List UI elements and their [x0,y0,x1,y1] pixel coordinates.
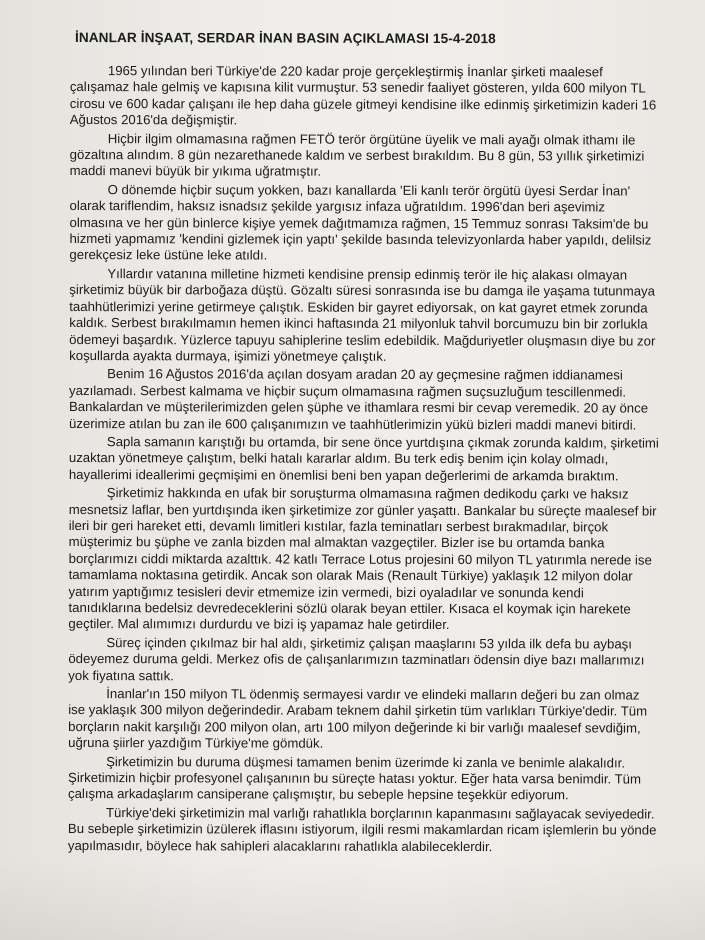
paragraph-1: 1965 yılından beri Türkiye'de 220 kadar proje gerçekleştirmiş İnanlar şirketi maalesef çalışamaz hale gelmiş ve kapısına kilit vurmuştur. 53 senedir faaliyet gösteren, yılda 600 milyon TL cirosu ve 600 kadar çalışanı ile hep daha güzele gitmeyi kendisine ilke edinmiş şirketimizin kaderi 16 Ağustos 2016'da değişmiştir. [69,63,657,128]
paragraph-6: Sapla samanın karıştığı bu ortamda, bir sene önce yurtdışına çıkmak zorunda kaldım, şirketimi uzaktan yönetmeye çalıştım, belki hatalı kararlar aldım. Bu terk ediş benim için kolay olmadı, hayallerimi ideallerimi geçmişimi en önemlisi beni ben yapan değerlerimi de arkamda bıraktım. [68,434,659,484]
paragraph-9: İnanlar'ın 150 milyon TL ödenmiş sermayesi vardır ve elindeki malların değeri bu zan olmaz ise yaklaşık 300 milyon değerindedir. Arabam teknem dahil şirketin tüm varlıkları Türkiye'dedir. Tüm borçların nakit karşılığı 200 milyon olan, artı 100 milyon değerinde ki bir varlığı maalesef sevdiğim, uğruna şiirler yazdığım Türkiye'me gömdük. [68,686,648,751]
paragraph-5: Benim 16 Ağustos 2016'da açılan dosyam aradan 20 ay geçmesine rağmen iddianamesi yazılamadı. Serbest kalmama ve hiçbir suçum olmamasına rağmen suçsuzluğum tescillenmedi. Bankalardan ve müşterilerimizden gelen şüphe ve ithamlara resmi bir cevap veremedik. 20 ay önce üzerimize atılan bu zan ile 600 çalışanımızın ve taahhütlerimizin yükü bizleri maddi manevi bitirdi. [68,366,649,433]
paragraph-11: Türkiye'deki şirketimizin mal varlığı rahatlıkla borçlarının kapanmasını sağlayacak seviyededir. Bu sebeple şirketimizin üzülerek iflasını istiyorum, ilgili resmi makamlardan ricam işlemlerin bu yönde yapılmasıdır, böylece hak sahipleri alacaklarını rahatlıkla alabileceklerdir. [67,804,657,854]
paragraph-4: Yıllardır vatanına milletine hizmeti kendisine prensip edinmiş terör ile hiç alakası olmayan şirketimiz büyük bir darboğaza düştü. Gözaltı süresi sonrasında ise bu damga ile yaşama tutunmaya taahhütlerimizi yerine getirmeye çalıştık. Eskiden bir gayret ediyorsak, on kat gayret etmek zorunda kaldık. Serbest bırakılmamın hemen ikinci haftasında 21 milyonluk tahvil borcumuzu bin bir zorlukla ödemeyi başardık. Yüzlerce tapuyu sahiplerine teslim edebildik. Mağduriyetler oluşmasın diye bu zor koşullarda ayakta durmaya, işimizi yönetmeye çalıştık. [69,265,656,364]
paragraph-7: Şirketimiz hakkında en ufak bir soruşturma olmamasına rağmen dedikodu çarkı ve haksız mesnetsiz laflar, ben yurtdışında iken şirketimize zor günler yaşattı. Bankalar bu süreçte maalesef bir ileri bir geri hareket etti, devamlı limitleri kıstılar, fazla teminatları serbest bırakmadılar, birçok müşterimiz bu şüphe ve zanla bizden mal almaktan vazgeçtiler. Bizler ise bu ortamda banka borçlarımızı ciddi miktarda azalttık. 42 katlı Terrace Lotus projesini 60 milyon TL yatırımla nerede ise tamamlama noktasına getirdik. Ancak son olarak Mais (Renault Türkiye) yaklaşık 12 milyon dolar yatırım yaptığımız tesisleri devir etmemize izin vermedi, bizi oyaladılar ve sonunda kendi tanıdıklarına bedelsiz devredeceklerini sözlü olarak beyan ettiler. Kısaca el koymak için harekete geçtiler. Mal alımımızı durdurdu ve bizi iş yapamaz hale getirdiler. [68,485,657,633]
paragraph-2: Hiçbir ilgim olmamasına rağmen FETÖ terör örgütüne üyelik ve mali ayağı olmak ithamı ile gözaltına alındım. 8 gün nezarethanede kaldım ve serbest bırakıldım. Bu 8 gün, 53 yıllık şirketimizi maddi manevi büyük bir yıkıma uğratmıştır. [69,130,645,180]
paragraph-10: Şirketimizin bu duruma düşmesi tamamen benim üzerimde ki zanla ve benimle alakalıdır. Şirketimizin hiçbir profesyonel çalışanının bu süreçte hatası yoktur. Eğer hata varsa benimdir. Tüm çalışma arkadaşlarım cansiperane çalışmıştır, bu sebeple hepsine teşekkür ediyorum. [67,753,642,803]
paragraph-8: Süreç içinden çıkılmaz bir hal aldı, şirketimiz çalışan maaşlarını 53 yılda ilk defa bu aybaşı ödeyemez duruma geldi. Merkez ofis de çalışanlarımızın tazminatları ödensin diye bazı mallarımızı yok fiyatına sattık. [68,634,645,683]
paragraph-3: O dönemde hiçbir suçum yokken, bazı kanallarda 'Eli kanlı terör örgütü üyesi Serdar İnan' olarak tariflendim, haksız isnadsız şekilde yargısız infaza uğratıldım. 1996'dan beri aşevimiz olmasına ve her gün binlerce kişiye yemek dağıtmamıza rağmen, 15 Temmuz sonrası Taksim'de bu hizmeti yapmamız 'kendini gizlemek için yaptı' şekilde basında televizyonlarda haber yapıldı, delilsiz gerekçesiz leke üstüne leke atıldı. [69,181,652,263]
document-title: İNANLAR İNŞAAT, SERDAR İNAN BASIN AÇIKLAMASI 15-4-2018 [74,30,496,47]
press-release-sheet [68,30,660,858]
